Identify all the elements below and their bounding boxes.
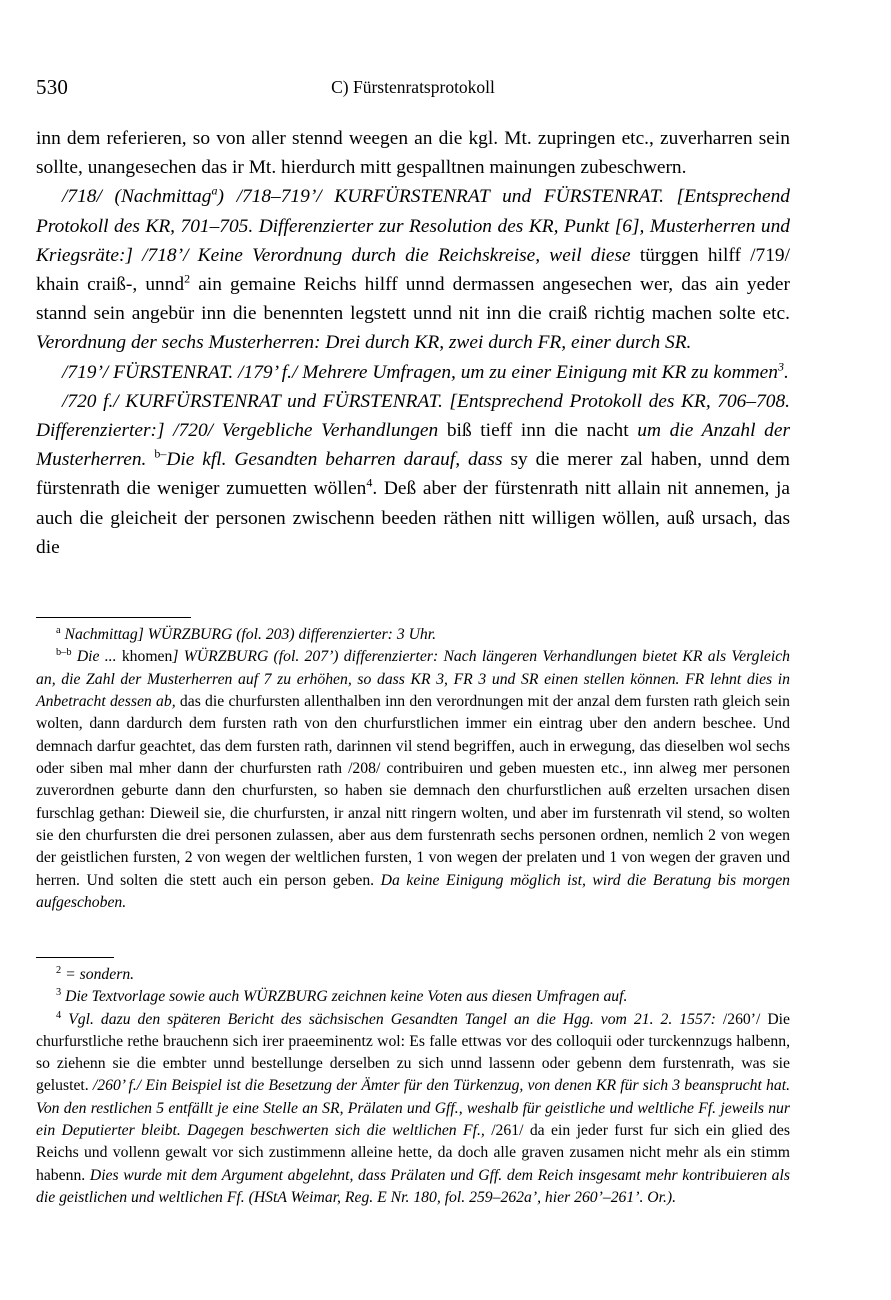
italic-run: Die Textvorlage sowie auch WÜRZBURG zeichnen keine Voten aus diesen Umfragen auf.	[65, 988, 628, 1006]
italic-run: ) /718–719’/ KURFÜRSTENRAT und FÜRSTENRAT. [Entsprechend Protokoll des KR, 701–705. Differenzierter zur Resolution des KR, Punkt [6], Musterherren und Kriegsräte:] /718’/ Keine Verordnung durch die Reichskreise, weil diese	[36, 186, 790, 266]
footnote-letter-entry	[36, 646, 790, 914]
footnote-marker: 3	[777, 359, 784, 374]
footnote-marker: a	[211, 183, 218, 198]
roman-run: /261/ da ein jeder furst fur sich ein glied des Reichs und vollenn gewalt vor sich zustimmenn alleine hette, da doch alle graven zusamen nicht mehr als ein stimm habenn.	[36, 1122, 790, 1184]
roman-run: ain gemaine Reichs hilff unnd dermassen angesechen wer, das ain yeder stannd sein angebür inn die benennten legstett unnd nit inn die craiß richtig machen solte etc.	[36, 274, 790, 325]
roman-run: /260’/ Die churfurstliche rethe brauchenn sich irer praeeminentz wol: Es falle ettwas vor des colloquii oder turckennzugs halbenn, so ziehenn sie die embter unnd bestellunge derselben zu sich unnd lassenn oder gebenn dem furstenrath, was sie gelustet.	[36, 1010, 791, 1095]
italic-run: = sondern.	[65, 966, 135, 983]
roman-run: sy die merer zal haben, unnd dem fürstenrath die weniger zumuetten wöllen	[36, 449, 791, 500]
footnote-number: a	[56, 624, 61, 636]
italic-run: /720 f./ KURFÜRSTENRAT und FÜRSTENRAT. [Entsprechend Protokoll des KR, 706–708. Differenzierter:] /720/ Vergebliche Verhandlungen	[36, 390, 790, 442]
footnote-number: 2	[56, 964, 62, 976]
footnote-letter-entry	[36, 624, 790, 646]
footnote-rule-numbers	[36, 957, 114, 958]
body-paragraph	[36, 358, 790, 387]
italic-run: Da keine Einigung möglich ist, wird die Beratung bis morgen aufgeschoben.	[36, 871, 790, 912]
italic-run: ] WÜRZBURG (fol. 207’) differenzierter: Nach längeren Verhandlungen bietet KR als Vergleich an, die Zahl der Musterherren auf 7 zu erhöhen, so dass KR 3, FR 3 und SR einen stellen können. FR lehnt dies in Anbetracht dessen ab,	[36, 648, 791, 711]
footnote-marker: 4	[366, 475, 373, 490]
footnote-apparatus-letters	[36, 624, 790, 914]
italic-run: Dies wurde mit dem Argument abgelehnt, dass Prälaten und Gff. dem Reich insgesamt mehr kontribuieren als die geistlichen und weltlichen Ff. (HStA Weimar, Reg. E Nr. 180, fol. 259–262a’, hier 260’–261’. Or.).	[36, 1166, 790, 1206]
roman-run: türggen hilff /719/ khain craiß-, unnd	[36, 244, 790, 296]
italic-run: Nachmittag] WÜRZBURG (fol. 203) differenzierter: 3 Uhr.	[64, 626, 437, 643]
italic-run: Die ...	[76, 648, 122, 666]
footnote-apparatus-numbers	[36, 964, 790, 1209]
italic-run: um die Anzahl der Musterherren.	[36, 420, 790, 471]
italic-run: /718/ (Nachmittag	[62, 186, 212, 208]
main-text-block	[36, 124, 790, 562]
roman-run: biß tieff inn die nacht	[446, 420, 638, 442]
italic-run: Vgl. dazu den späteren Bericht des sächsischen Gesandten Tangel an die Hgg. vom 21. 2. 1557:	[68, 1010, 723, 1028]
footnote-marker: b–	[154, 446, 167, 461]
footnote-number: b–b	[56, 647, 72, 659]
roman-run: das die churfursten allenthalben inn den verordnungen mit der anzal dem fursten rath gleich sein wolten, dann dardurch dem fursten rath von den churfurstlichen immer ein eintrag uber den andern beschee. Und demnach darfur geachtet, das dem fursten rath, darinnen vil stend begriffen, auch in erwegung, das dieselben wol sechs oder siben mal mher dann der churfursten rath /208/ contribuiren und geben muesten etc., inn alweg mer personen zuverordnen geburte dann den churfursten, so haben sie demnach den churfurstlichen auß erzelten ursachen disen furschlag gethan: Dieweil sie, die churfursten, ir anzal nitt ringern wolten, und aber im furstenrath vil stend, so wolten sie den churfursten die drei personen zulassen, aber aus dem furstenrath sechs personen ordnen, nemlich 2 von wegen der geistlichen fursten, 2 von wegen der weltlichen fursten, 1 von wegen der prelaten und 1 von wegen der graven und herren. Und solten die stett auch ein person geben.	[36, 693, 790, 889]
roman-run: khomen	[121, 648, 173, 666]
footnote-rule-letters	[36, 617, 191, 618]
footnote-number: 3	[56, 987, 62, 999]
body-paragraph	[36, 182, 790, 357]
italic-run: /260’ f./ Ein Beispiel ist die Besetzung der Ämter für den Türkenzug, von denen KR für sich 3 beansprucht hat. Von den restlichen 5 entfällt je eine Stelle an SR, Prälaten und Gff., weshalb für geistliche und weltliche Ff. jeweils nur ein Deputierter bleibt. Dagegen beschwerten sich die weltlichen Ff.,	[36, 1077, 791, 1140]
running-head	[36, 74, 790, 100]
footnote-number-entry	[36, 986, 790, 1008]
body-paragraph: inn dem referieren, so von aller stennd weegen an die kgl. Mt. zupringen etc., zuverharren sein sollte, unangesechen das ir Mt. hierdurch mitt gespalltnen mainungen zubeschwern.	[36, 128, 790, 179]
body-paragraph	[36, 387, 790, 562]
footnote-number: 4	[56, 1009, 62, 1021]
roman-run: . Deß aber der fürstenrath nitt allain nit annemen, ja auch die gleicheit der personen zwischenn beeden räthen nitt willigen wöllen, auß ursach, das die	[36, 478, 791, 558]
footnote-number-entry	[36, 964, 790, 986]
footnote-marker: 2	[184, 271, 191, 286]
footnote-number-entry	[36, 1009, 790, 1210]
italic-run: /719’/ FÜRSTENRAT. /179’ f./ Mehrere Umfragen, um zu einer Einigung mit KR zu kommen	[62, 361, 778, 383]
running-title: C) Fürstenratsprotokoll	[331, 77, 495, 97]
italic-run: .	[783, 361, 789, 383]
page-number: 530	[36, 75, 69, 99]
italic-run: Verordnung der sechs Musterherren: Drei durch KR, zwei durch FR, einer durch SR.	[36, 332, 692, 354]
italic-run: Die kfl. Gesandten beharren darauf, dass	[166, 449, 511, 471]
